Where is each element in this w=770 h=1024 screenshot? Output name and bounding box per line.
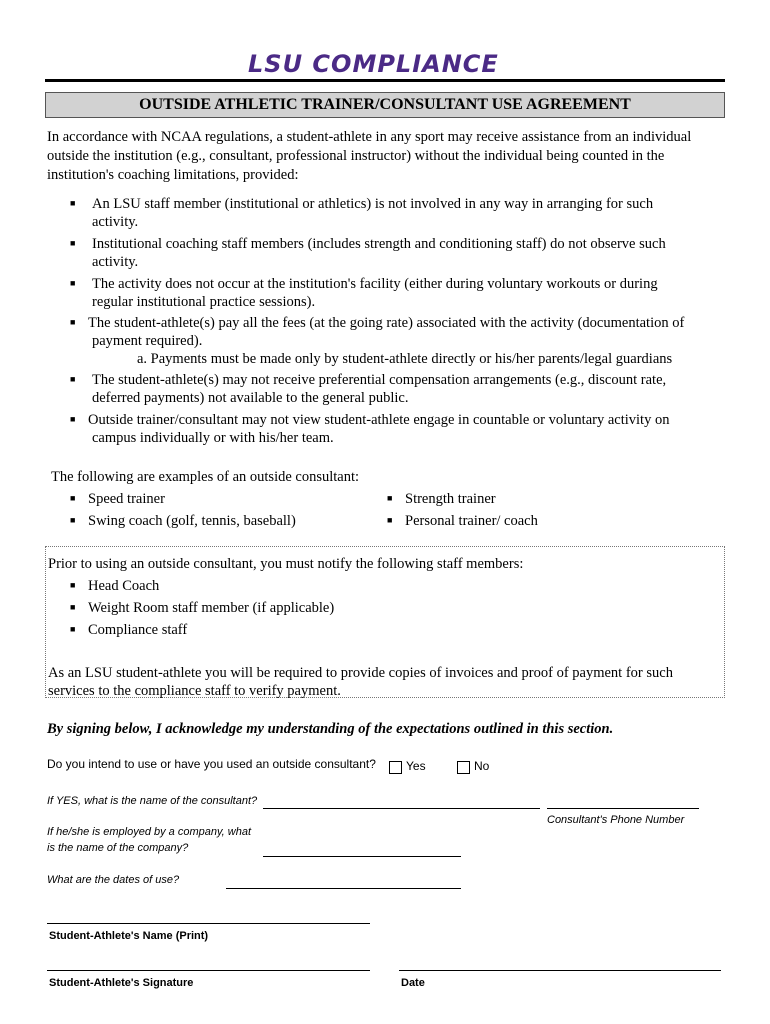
no-checkbox[interactable] [457, 761, 470, 774]
example-strength-trainer: Strength trainer [405, 491, 496, 507]
intro-line-1: In accordance with NCAA regulations, a student-athlete in any sport may receive assistance from an individual [47, 129, 692, 145]
example-speed-trainer: Speed trainer [88, 491, 165, 507]
signature-label: Student-Athlete's Signature [49, 977, 194, 989]
bullet-icon: ■ [70, 624, 76, 634]
notice-footer-line-1: As an LSU student-athlete you will be required to provide copies of invoices and proof of payment for such [48, 665, 673, 681]
name-print-label: Student-Athlete's Name (Print) [49, 930, 209, 942]
examples-heading: The following are examples of an outside consultant: [51, 469, 360, 485]
date-label: Date [401, 977, 425, 989]
condition-3-line-1: The activity does not occur at the institution's facility (either during voluntary workouts or during [92, 276, 658, 292]
condition-3-line-2: regular institutional practice sessions). [92, 294, 316, 310]
bullet-icon: ■ [70, 238, 76, 248]
condition-2-line-1: Institutional coaching staff members (includes strength and conditioning staff) do not observe such [92, 236, 666, 252]
consultant-name-label: If YES, what is the name of the consultant? [47, 795, 258, 807]
signature-field[interactable] [47, 970, 370, 971]
yes-checkbox[interactable] [389, 761, 402, 774]
header-rule [45, 79, 725, 82]
condition-5-line-1: The student-athlete(s) may not receive preferential compensation arrangements (e.g., discount rate, [92, 372, 667, 388]
name-print-field[interactable] [47, 923, 370, 924]
lsu-compliance-logo: LSU COMPLIANCE [248, 50, 499, 78]
consultant-question: Do you intend to use or have you used an outside consultant? [47, 757, 376, 771]
bullet-icon: ■ [70, 317, 76, 327]
bullet-icon: ■ [70, 602, 76, 612]
dates-label: What are the dates of use? [47, 874, 180, 886]
example-personal-trainer: Personal trainer/ coach [405, 513, 538, 529]
bullet-icon: ■ [70, 493, 76, 503]
condition-4-sub-item: a. Payments must be made only by student-athlete directly or his/her parents/legal guardians [137, 351, 673, 367]
consultant-phone-field[interactable] [547, 808, 699, 809]
date-field[interactable] [399, 970, 721, 971]
bullet-icon: ■ [70, 198, 76, 208]
no-label: No [474, 759, 490, 773]
notify-weight-room: Weight Room staff member (if applicable) [88, 600, 335, 616]
intro-line-3: institution's coaching limitations, provided: [47, 167, 299, 183]
condition-1-line-2: activity. [92, 214, 139, 230]
bullet-icon: ■ [387, 493, 393, 503]
acknowledgement-statement: By signing below, I acknowledge my understanding of the expectations outlined in this section. [47, 721, 614, 737]
intro-line-2: outside the institution (e.g., consultant, professional instructor) without the individual being counted in the [47, 148, 665, 164]
example-swing-coach: Swing coach (golf, tennis, baseball) [88, 513, 296, 529]
condition-6-line-1: Outside trainer/consultant may not view student-athlete engage in countable or voluntary activity on [88, 412, 670, 428]
bullet-icon: ■ [70, 515, 76, 525]
bullet-icon: ■ [70, 414, 76, 424]
company-label-line-2: is the name of the company? [47, 842, 189, 854]
dates-field[interactable] [226, 888, 461, 889]
notify-head-coach: Head Coach [88, 578, 160, 594]
condition-4-line-1: The student-athlete(s) pay all the fees (at the going rate) associated with the activity (documentation of [88, 315, 685, 331]
bullet-icon: ■ [387, 515, 393, 525]
condition-5-line-2: deferred payments) not available to the general public. [92, 390, 409, 406]
page-title: OUTSIDE ATHLETIC TRAINER/CONSULTANT USE AGREEMENT [45, 92, 725, 118]
bullet-icon: ■ [70, 374, 76, 384]
yes-label: Yes [406, 759, 426, 773]
phone-label: Consultant's Phone Number [547, 814, 685, 826]
condition-6-line-2: campus individually or with his/her team. [92, 430, 334, 446]
consultant-name-field[interactable] [263, 808, 540, 809]
condition-2-line-2: activity. [92, 254, 139, 270]
notice-heading: Prior to using an outside consultant, you must notify the following staff members: [48, 556, 524, 572]
notice-footer-line-2: services to the compliance staff to verify payment. [48, 683, 341, 699]
condition-1-line-1: An LSU staff member (institutional or athletics) is not involved in any way in arranging for such [92, 196, 654, 212]
notify-compliance: Compliance staff [88, 622, 188, 638]
company-label-line-1: If he/she is employed by a company, what [47, 826, 252, 838]
bullet-icon: ■ [70, 278, 76, 288]
condition-4-line-2: payment required). [92, 333, 203, 349]
bullet-icon: ■ [70, 580, 76, 590]
company-name-field[interactable] [263, 856, 461, 857]
